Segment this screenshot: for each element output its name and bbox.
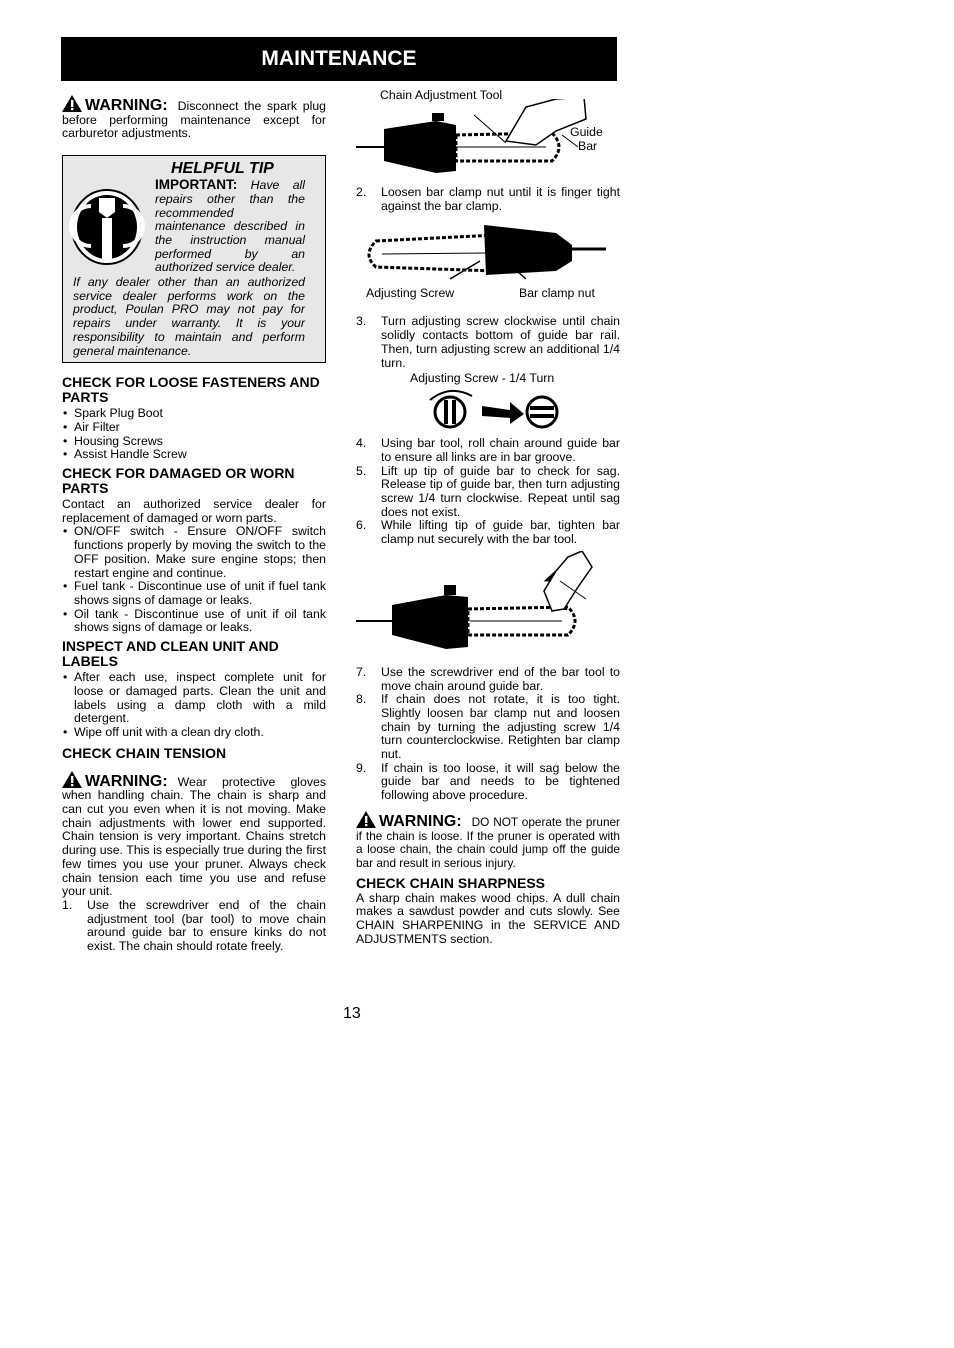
step-number: 3. (356, 314, 367, 329)
heading-chain-sharpness: CHECK CHAIN SHARPNESS (356, 874, 546, 891)
step-item (356, 465, 620, 520)
warranty-note: If any dealer other than an authorized service dealer performs work on the product, Poulan PRO may not pay for repairs under warranty. It is your responsibility to maintain and perform general maintenance. (73, 275, 305, 358)
warning-label: WARNING: (379, 812, 462, 830)
step-item (356, 666, 620, 693)
warning-label: WARNING: (85, 97, 168, 114)
step-text: Lift up tip of guide bar to check for sag. Release tip of guide bar, then turn adjusting screw 1/4 turn clockwise. Repeat until sag does not exist. (381, 463, 620, 519)
step-item (356, 519, 620, 546)
list-item: • Oil tank - Discontinue use of unit if oil tank shows signs of damage or leaks. (62, 608, 326, 635)
important-note (155, 178, 305, 275)
list-item: • ON/OFF switch - Ensure ON/OFF switch functions properly by moving the switch to the OFF position. Make sure engine stops; then restart engine and continue. (62, 525, 326, 580)
warning-spark-plug (62, 95, 326, 141)
label-adjusting-screw: Adjusting Screw (366, 286, 455, 301)
chain-tool-illustration (356, 99, 620, 181)
label-quarter-turn: Adjusting Screw - 1/4 Turn (410, 371, 555, 386)
step-number: 2. (356, 185, 367, 199)
important-text: Have all repairs other than the recommended maintenance described in the instruction manual performed by an authorized service dealer. (155, 178, 305, 275)
step-number: 1. (62, 897, 73, 912)
damaged-parts-list (62, 525, 326, 635)
step-item (356, 315, 620, 370)
heading-chain-tension: CHECK CHAIN TENSION (62, 744, 227, 761)
figure-chain-adjustment-tool (356, 89, 620, 181)
loose-fasteners-list (62, 407, 326, 462)
inspect-clean-list (62, 671, 326, 740)
damaged-intro: Contact an authorized service dealer for replacement of damaged or worn parts. (62, 497, 326, 525)
step-number: 7. (356, 664, 367, 679)
label-bar: Bar (578, 139, 598, 153)
list-item: • After each use, inspect complete unit for loose or damaged parts. Clean the unit and labels using a damp cloth with a mild detergent. (62, 671, 326, 726)
step-text: While lifting tip of guide bar, tighten bar clamp nut securely with the bar tool. (381, 518, 620, 547)
step-number: 5. (356, 463, 367, 478)
step-number: 9. (356, 760, 367, 775)
step-list-4 (356, 437, 620, 547)
step-number: 8. (356, 692, 367, 707)
warning-text: DO NOT operate the pruner if the chain is loose. If the pruner is operated with a loose chain, the chain could jump off the guide bar and result in serious injury. (356, 814, 620, 870)
heading-damaged-parts: CHECK FOR DAMAGED OR WORN PARTS (62, 465, 295, 497)
step-text: If chain is too loose, it will sag below the guide bar and needs to be tightened following above procedure. (381, 760, 620, 803)
warning-text: Disconnect the spark plug before performing maintenance except for carburetor adjustments. (62, 99, 326, 141)
left-column (62, 95, 326, 954)
step-text: Use the screwdriver end of the bar tool to move chain around guide bar. (381, 664, 620, 693)
list-item: • Wipe off unit with a clean dry cloth. (62, 726, 326, 740)
step-text: Turn adjusting screw clockwise until chain solidly contacts bottom of guide bar rail. Then, turn adjusting screw an additional 1/4 turn. (381, 314, 620, 370)
warning-label: WARNING: (85, 772, 168, 790)
helpful-tip-heading: HELPFUL TIP (171, 160, 274, 178)
step-list-3 (356, 315, 620, 370)
step-item (356, 437, 620, 464)
warning-triangle-icon (356, 811, 376, 828)
heading-loose-fasteners: CHECK FOR LOOSE FASTENERS AND PARTS (62, 374, 320, 406)
step-list-2 (356, 186, 620, 213)
warning-triangle-icon (62, 771, 82, 788)
important-label: IMPORTANT: (155, 177, 238, 193)
step-number: 6. (356, 518, 367, 533)
warning-gloves (62, 771, 326, 899)
warning-loose-chain (356, 811, 620, 871)
sharpness-text: A sharp chain makes wood chips. A dull chain makes a sawdust powder and cuts slowly. See CHAIN SHARPENING in the SERVICE AND ADJUSTMENTS section. (356, 890, 620, 946)
step-item (356, 186, 620, 213)
bar-clamp-illustration (356, 219, 620, 285)
helpful-tip-box (62, 155, 326, 363)
step-item (356, 762, 620, 803)
warning-triangle-icon (62, 95, 82, 112)
list-item: • Air Filter (62, 421, 326, 435)
list-item: • Fuel tank - Discontinue use of unit if fuel tank shows signs of damage or leaks. (62, 580, 326, 607)
step-text: Use the screwdriver end of the chain adjustment tool (bar tool) to move chain around guide bar to ensure kinks do not exist. The chain should rotate freely. (87, 897, 326, 954)
label-bar-clamp-nut: Bar clamp nut (519, 286, 595, 301)
list-item: • Housing Screws (62, 435, 326, 449)
step-item (62, 899, 326, 954)
label-chain-adjustment-tool: Chain Adjustment Tool (380, 88, 503, 102)
warning-text: Wear protective gloves when handling chain. The chain is sharp and can cut you even when it is not moving. Make chain adjustments with lower end supported. Chain tension is very important. Chains stretch during use. This is especially true during the first few times you use your pruner. Always check chain tension each time you use and refuse your unit. (62, 774, 326, 899)
step-list-5 (356, 666, 620, 803)
quarter-turn-illustration (420, 388, 570, 430)
right-column (356, 89, 620, 947)
step-text: Loosen bar clamp nut until it is finger tight against the bar clamp. (381, 185, 620, 213)
step-number: 4. (356, 436, 367, 451)
page-title: MAINTENANCE (61, 37, 617, 81)
heading-inspect-clean: INSPECT AND CLEAN UNIT AND LABELS (62, 638, 279, 670)
step-text: If chain does not rotate, it is too tight. Slightly loosen bar clamp nut and loosen chain by turning the adjusting screw 1/4 turn counterclockwise. Retighten bar clamp nut. (381, 692, 620, 762)
figure-adjusting-screw (356, 213, 620, 301)
label-guide: Guide (570, 125, 603, 139)
list-item: • Assist Handle Screw (62, 448, 326, 462)
wrench-icon (69, 188, 145, 266)
step-text: Using bar tool, roll chain around guide bar to ensure all links are in bar groove. (381, 436, 620, 464)
page-number: 13 (343, 1005, 361, 1022)
step-item (356, 693, 620, 762)
figure-lift-bar (356, 547, 620, 665)
lift-bar-illustration (356, 551, 620, 663)
step-list-1 (62, 899, 326, 954)
list-item: • Spark Plug Boot (62, 407, 326, 421)
figure-quarter-turn (356, 370, 620, 430)
